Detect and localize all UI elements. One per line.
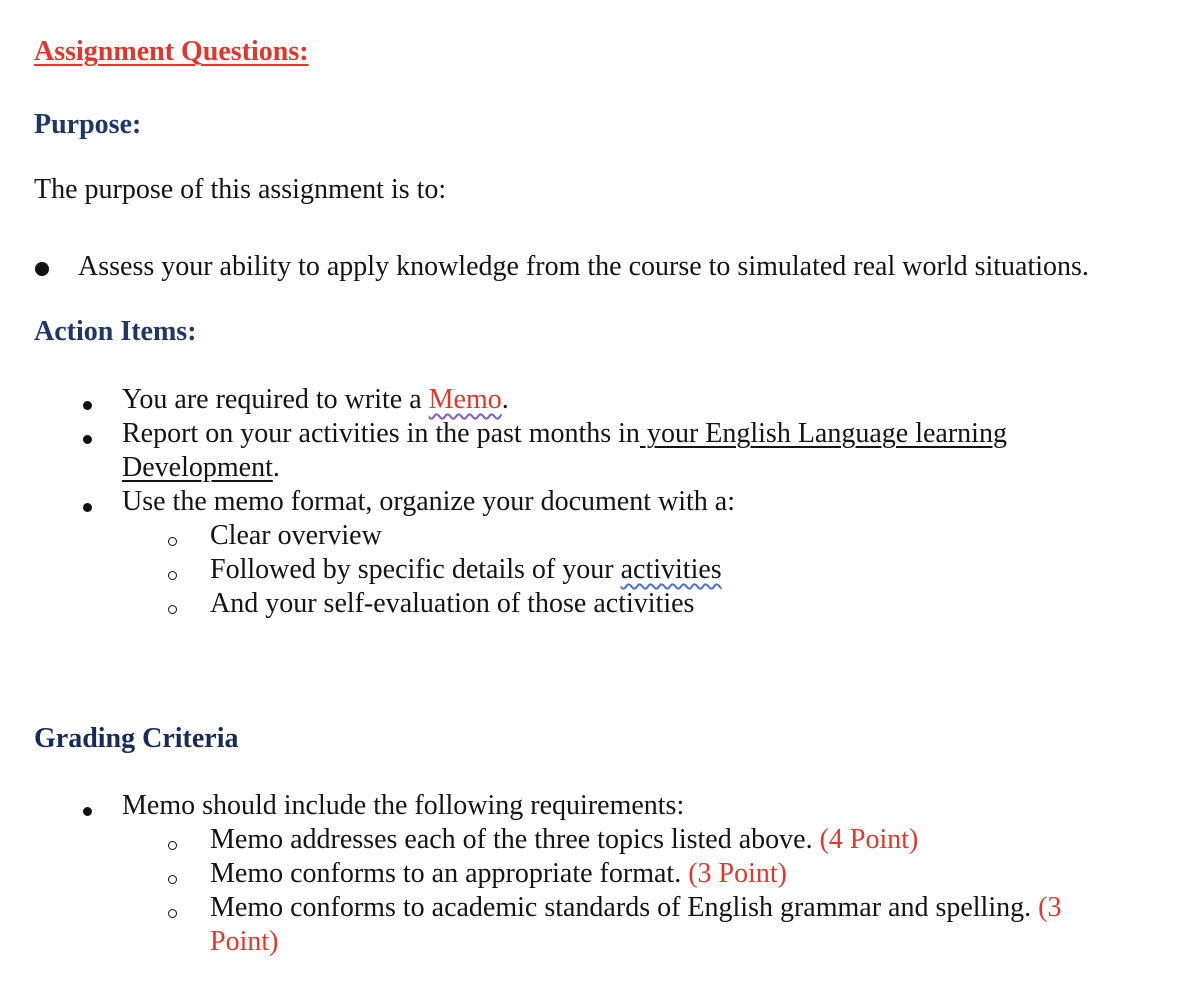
action-items-heading: Action Items: (34, 316, 197, 347)
sub-item-details-prefix: Followed by specific details of your (210, 554, 621, 585)
action-item-memo (122, 386, 509, 414)
action-item-format: Use the memo format, organize your document with a: (122, 486, 735, 517)
requirement-grammar-points-cont: Point) (210, 926, 279, 957)
requirement-format-points: (3 Point) (688, 858, 787, 889)
action-item-report-line2 (122, 454, 280, 482)
bullet-dot-icon (83, 503, 92, 512)
sub-bullet-circle-icon (168, 605, 177, 614)
sub-bullet-circle-icon (168, 875, 177, 884)
sub-item-overview: Clear overview (210, 520, 382, 551)
bullet-dot-icon (83, 807, 92, 816)
assignment-title: Assignment Questions: (34, 36, 309, 67)
sub-bullet-circle-icon (168, 841, 177, 850)
action-item-report-line1 (122, 420, 1007, 448)
grading-criteria-heading: Grading Criteria (34, 723, 239, 754)
bullet-dot-icon (83, 435, 92, 444)
bullet-dot-icon (83, 401, 92, 410)
requirement-format-text: Memo conforms to an appropriate format. (210, 858, 682, 889)
sub-item-details (210, 556, 722, 584)
action-item-report-suffix: . (272, 452, 280, 483)
action-item-report-prefix: Report on your activities in the past months in (122, 418, 640, 449)
requirement-grammar-text: Memo conforms to academic standards of English grammar and spelling. (210, 892, 1032, 923)
purpose-bullet-text: Assess your ability to apply knowledge from the course to simulated real world situations. (78, 251, 1089, 282)
purpose-heading: Purpose: (34, 109, 142, 140)
requirement-topics (210, 826, 918, 854)
requirement-grammar-points: (3 (1038, 892, 1062, 923)
memo-link[interactable]: Memo (428, 384, 502, 415)
activities-word: activities (620, 554, 722, 585)
purpose-intro: The purpose of this assignment is to: (34, 174, 447, 205)
bullet-dot-icon (35, 262, 49, 276)
grading-bullet-text: Memo should include the following requirements: (122, 790, 685, 821)
action-item-report-underlined-2: Development (122, 452, 273, 483)
requirement-topics-points: (4 Point) (819, 824, 919, 855)
sub-bullet-circle-icon (168, 537, 177, 546)
sub-item-self-evaluation: And your self-evaluation of those activities (210, 588, 695, 619)
action-item-report-underlined: your English Language learning (639, 418, 1007, 449)
requirement-topics-text: Memo addresses each of the three topics listed above. (210, 824, 813, 855)
action-item-memo-suffix: . (501, 384, 509, 415)
action-item-memo-prefix: You are required to write a (122, 384, 429, 415)
sub-bullet-circle-icon (168, 909, 177, 918)
sub-bullet-circle-icon (168, 571, 177, 580)
requirement-grammar (210, 894, 1061, 922)
requirement-format (210, 860, 787, 888)
